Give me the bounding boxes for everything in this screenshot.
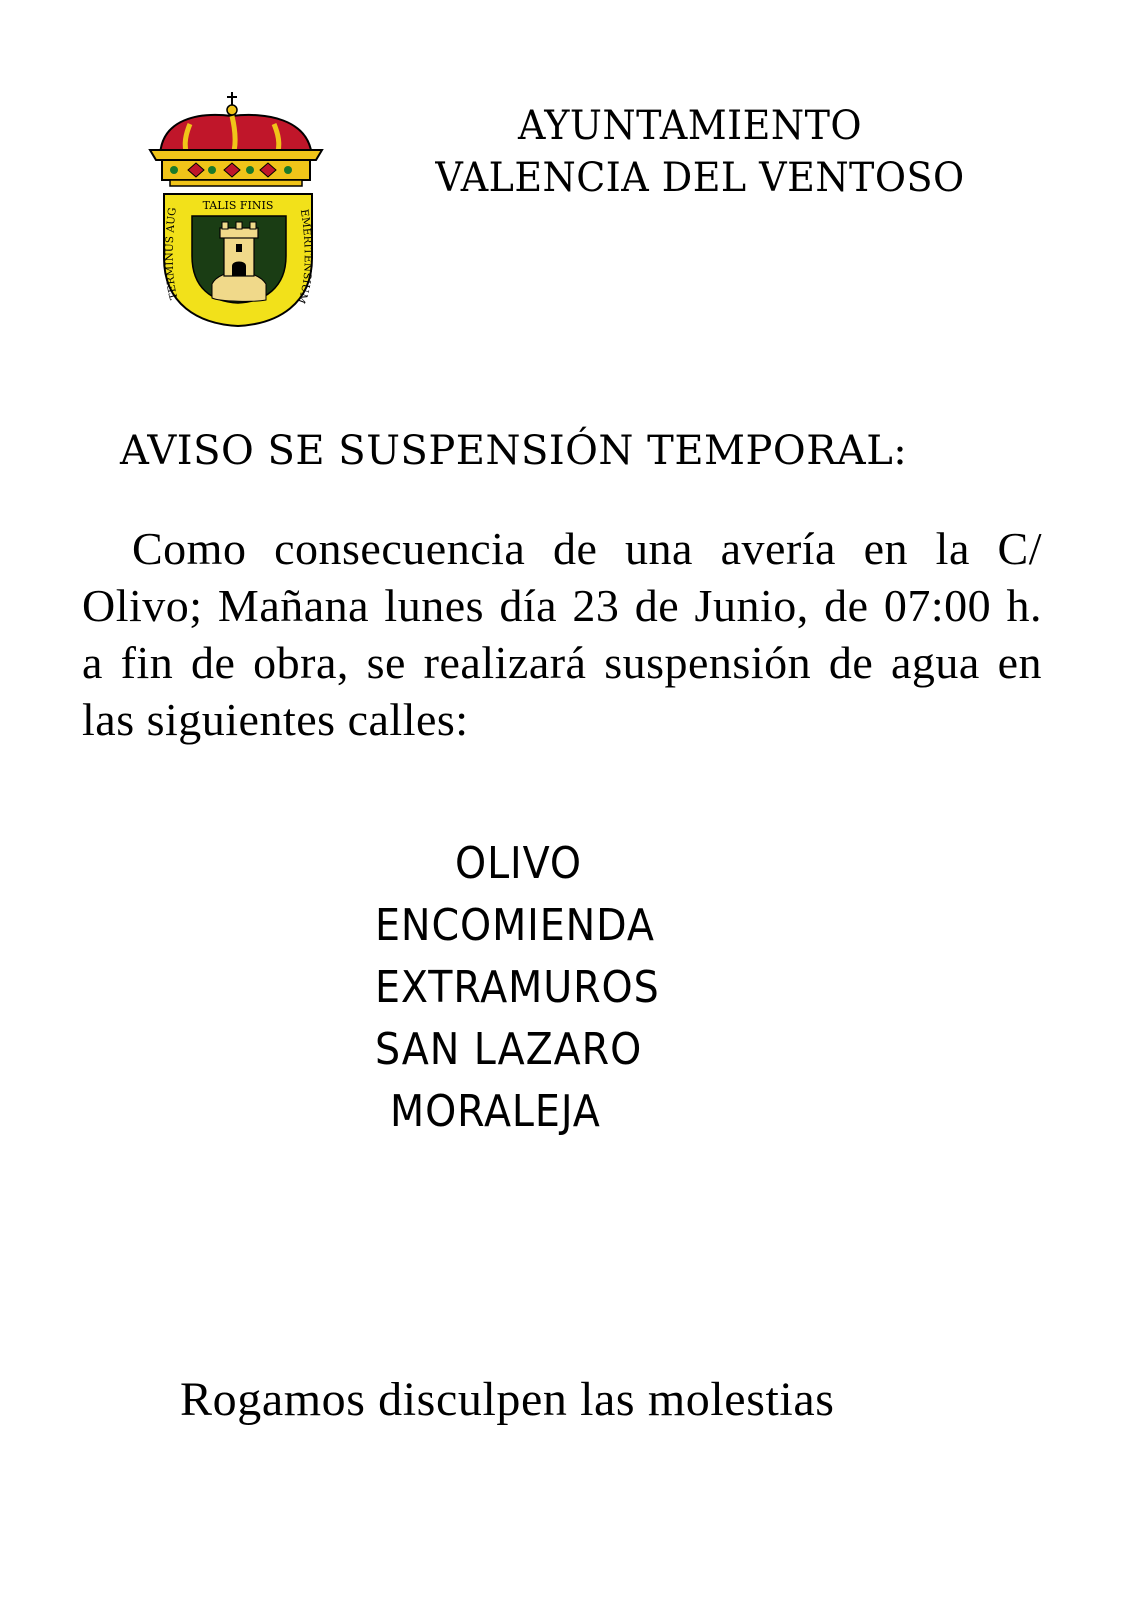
notice-body: Como consecuencia de una avería en la C/ Olivo; Mañana lunes día 23 de Junio, de 07:00 h. a fin de obra, se realizará suspensión de agua en las siguientes calles: xyxy=(82,523,1042,745)
closing-remark: Rogamos disculpen las molestias xyxy=(180,1373,835,1426)
municipal-crest xyxy=(140,88,340,334)
header-line-2: VALENCIA DEL VENTOSO xyxy=(435,155,965,201)
crown-icon xyxy=(150,92,322,186)
street-item: OLIVO xyxy=(455,838,582,889)
svg-text:EMERITENSIUM: EMERITENSIUM xyxy=(294,208,314,306)
svg-text:TALIS FINIS: TALIS FINIS xyxy=(202,199,274,212)
street-item: ENCOMIENDA xyxy=(375,900,655,951)
svg-text:TERMINUS AUGUS: TERMINUS AUG xyxy=(163,206,181,301)
street-item: MORALEJA xyxy=(390,1086,601,1137)
street-item: EXTRAMUROS xyxy=(375,962,660,1013)
header-line-1: AYUNTAMIENTO xyxy=(517,103,863,149)
notice-title: AVISO SE SUSPENSIÓN TEMPORAL: xyxy=(120,428,908,474)
council-header xyxy=(380,100,1020,204)
street-item: SAN LAZARO xyxy=(375,1024,643,1075)
